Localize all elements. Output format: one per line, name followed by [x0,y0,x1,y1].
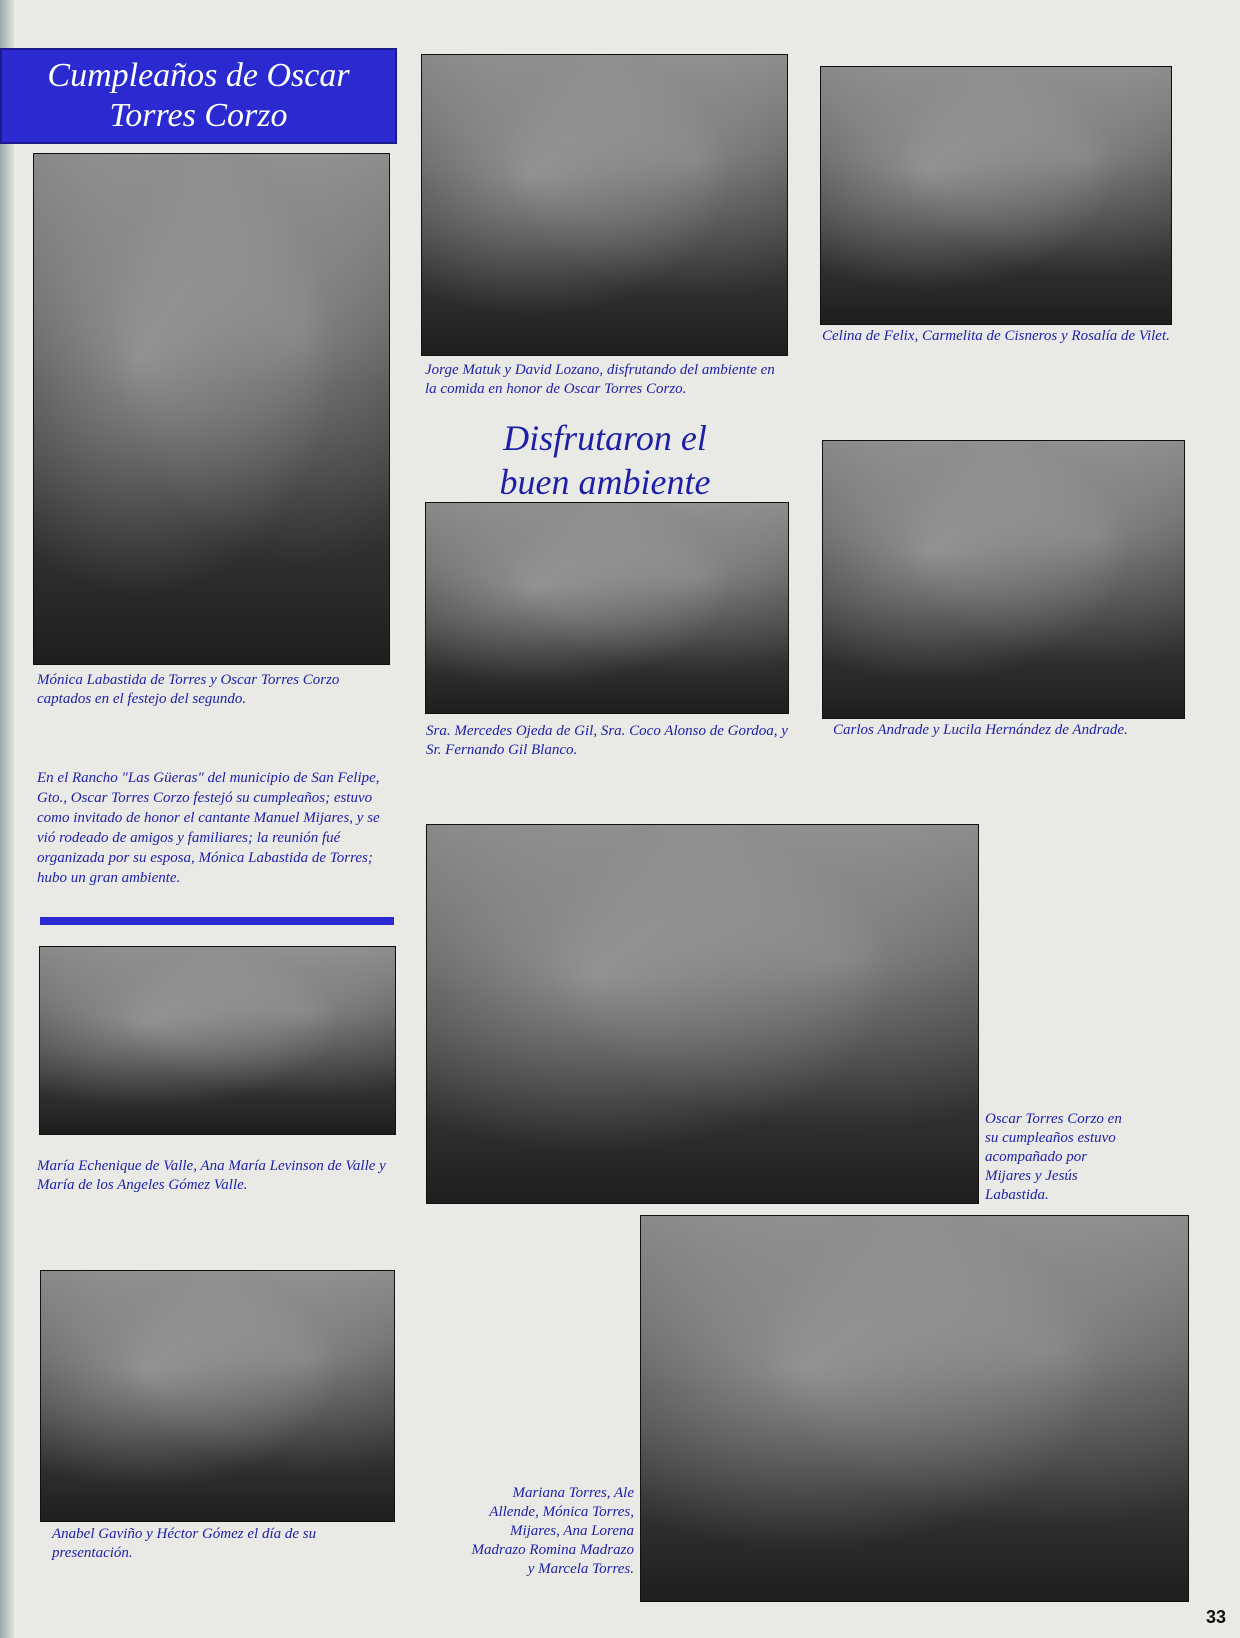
photo-oscar-mijares-labastida [426,824,979,1204]
photo-ojeda-gil [425,502,789,714]
headline-line1: Disfrutaron el [503,418,707,458]
section-title-line1: Cumpleaños de Oscar [47,57,350,94]
caption-celina-carmelita-rosalia: Celina de Felix, Carmelita de Cisneros y Rosalía de Vilet. [822,328,1170,344]
section-title-line2: Torres Corzo [109,97,288,134]
headline-line2: buen ambiente [499,462,711,502]
photo-matuk-lozano [421,54,788,356]
section-title-box [0,48,397,144]
caption-ojeda-gil: Sra. Mercedes Ojeda de Gil, Sra. Coco Alonso de Gordoa, y Sr. Fernando Gil Blanco. [426,723,788,758]
photo-group-mariana-torres [640,1215,1189,1602]
page-number: 33 [1205,1607,1226,1627]
photo-celina-carmelita-rosalia [820,66,1172,325]
caption-oscar-mijares-labastida: Oscar Torres Corzo en su cumpleaños estuvo acompañado por Mijares y Jesús Labastida. [985,1111,1122,1203]
blue-divider-rule [40,917,394,925]
photo-gavino-gomez [40,1270,395,1522]
photo-monica-oscar [33,153,390,665]
caption-matuk-lozano: Jorge Matuk y David Lozano, disfrutando del ambiente en la comida en honor de Oscar Torres Corzo. [425,362,775,397]
caption-group-mariana-torres: Mariana Torres, Ale Allende, Mónica Torres, Mijares, Ana Lorena Madrazo Romina Madrazo y Marcela Torres. [471,1485,634,1577]
article-body-text: En el Rancho "Las Güeras" del municipio de San Felipe, Gto., Oscar Torres Corzo festejó su cumpleaños; estuvo como invitado de honor el cantante Manuel Mijares, y se vió rodeado de amigos y familiares; la reunión fué organizada por su esposa, Mónica Labastida de Torres; hubo un gran ambiente. [37,770,380,886]
page-binding-edge [0,0,14,1638]
caption-andrade: Carlos Andrade y Lucila Hernández de Andrade. [833,722,1128,738]
caption-monica-oscar: Mónica Labastida de Torres y Oscar Torres Corzo captados en el festejo del segundo. [37,672,340,707]
caption-echenique-valle: María Echenique de Valle, Ana María Levinson de Valle y María de los Angeles Gómez Valle. [37,1158,386,1193]
photo-echenique-valle [39,946,396,1135]
photo-andrade [822,440,1185,719]
caption-gavino-gomez: Anabel Gaviño y Héctor Gómez el día de su presentación. [52,1526,317,1561]
section-headline [470,416,740,504]
